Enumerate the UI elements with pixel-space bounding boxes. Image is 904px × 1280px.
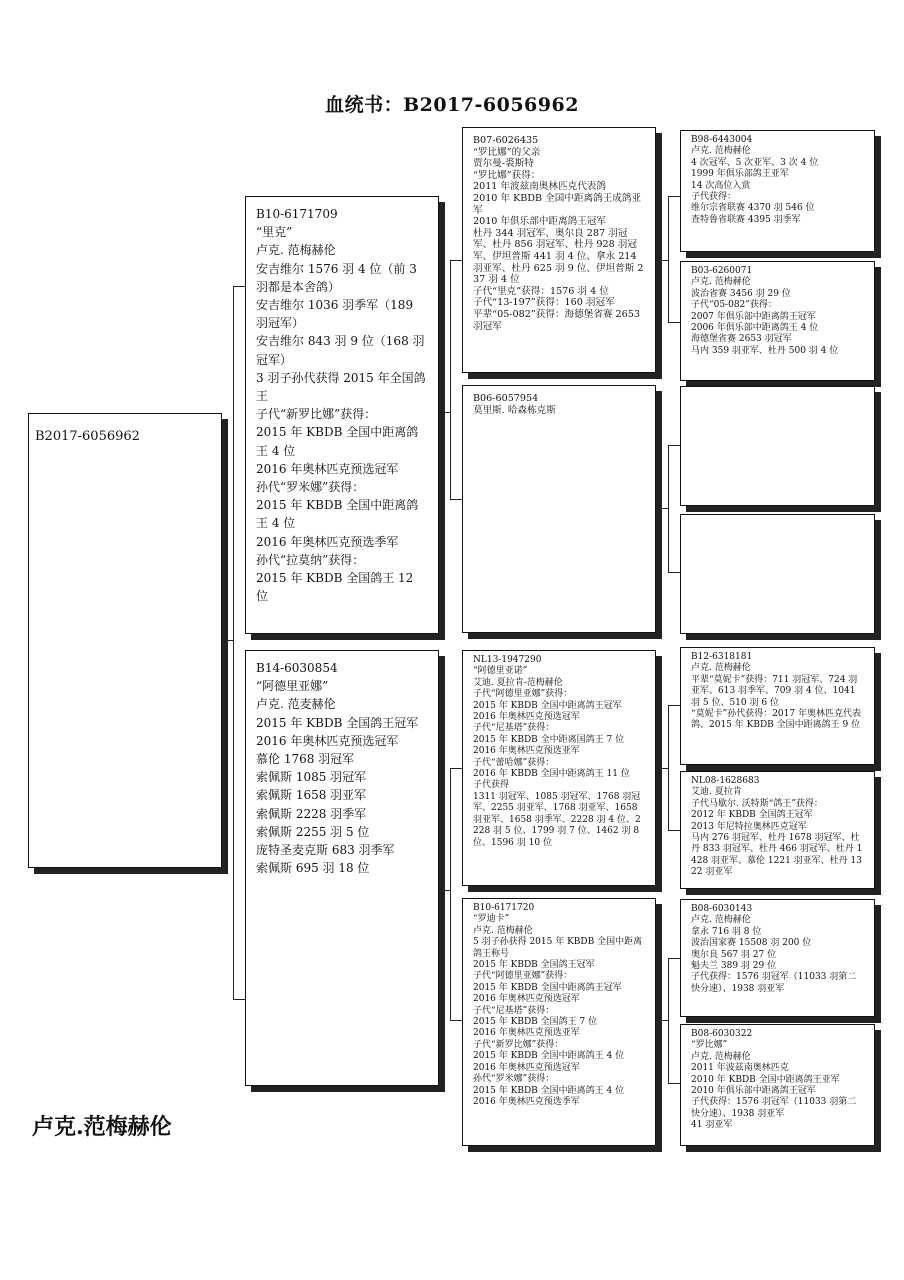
card-line: 2007 年俱乐部中距离鸽王冠军 xyxy=(691,311,816,322)
card-line: “里克” xyxy=(256,225,293,240)
card-line: “罗迪卡” xyxy=(473,914,510,925)
card-line: 波治省赛 3456 羽 29 位 xyxy=(691,288,791,299)
connector xyxy=(656,260,668,261)
card-line: 2015 年 KBDB 全国鸽王冠军 xyxy=(256,715,419,730)
card-line: 2016 年奥林匹克预选冠军 xyxy=(473,712,580,723)
ring-number: B03-6260071 xyxy=(691,266,753,276)
card-line: 卢克. 范梅赫伦 xyxy=(691,277,751,288)
card-line: 2015 年 KBDB 全国鸽王冠军 xyxy=(473,960,595,971)
connector xyxy=(668,196,669,322)
connector xyxy=(668,958,680,959)
card-line: 子代“新罗比娜”获得： xyxy=(256,407,377,422)
card-line: 2016 年奥林匹克预选季军 xyxy=(473,1096,580,1107)
card-line: 索佩斯 1085 羽冠军 xyxy=(256,770,367,785)
connector xyxy=(656,1020,668,1021)
card-line: 3 羽子孙代获得 2015 年全国鸽王 xyxy=(256,370,426,404)
card-line: 卢克. 范麦赫伦 xyxy=(256,697,336,712)
card-line: 奥尔良 567 羽 27 位 xyxy=(691,949,777,960)
ring-number: B10-6171709 xyxy=(256,207,338,221)
card-line: “罗比娜”的父亲 xyxy=(473,146,541,158)
card-line: 2013 年尼特拉奥林匹克冠军 xyxy=(691,821,807,832)
card-line: 2006 年俱乐部中距离鸽王 4 位 xyxy=(691,323,819,334)
card-line: 查特鲁省联赛 4395 羽季军 xyxy=(691,214,801,225)
card-line: 海德堡省赛 2653 羽冠军 xyxy=(691,334,792,345)
card-line: 4 次冠军、5 次亚军、3 次 4 位 xyxy=(691,157,819,168)
card-line: 14 次高位入赏 xyxy=(691,180,751,191)
ring-number: B10-6171720 xyxy=(473,903,535,913)
card-line: 2015 年 KBDB 全国中距离鸽王 4 位 xyxy=(473,1085,625,1096)
card-line: 卢克. 范梅赫伦 xyxy=(691,915,751,926)
card-line: 子代“尼基塔”获得： xyxy=(473,1005,555,1016)
ring-number: B07-6026435 xyxy=(473,135,539,146)
card-line: 2015 年 KBDB 全国中距离鸽王 4 位 xyxy=(473,1051,625,1062)
sss-card xyxy=(680,130,875,252)
owner-name: 卢克.范梅赫伦 xyxy=(32,1114,172,1140)
card-line: 卢克. 范梅赫伦 xyxy=(691,146,751,157)
card-line: “阿德里亚诺” xyxy=(473,666,528,677)
ring-number: B98-6443004 xyxy=(691,135,753,145)
card-line: 子代“蕾哈娜”获得： xyxy=(473,757,555,768)
card-line: 2015 年 KBDB 全中距离国鸽王 7 位 xyxy=(473,734,625,745)
card-line: 2016 年奥林匹克预选冠军 xyxy=(473,994,580,1005)
card-line: 魁夫兰 389 羽 29 位 xyxy=(691,961,777,972)
connector xyxy=(668,705,669,830)
card-line: 子代“阿德里亚娜”获得： xyxy=(473,971,573,982)
dss-card xyxy=(680,647,875,765)
connector xyxy=(450,1020,462,1021)
card-line: 马内 359 羽亚军、杜丹 500 羽 4 位 xyxy=(691,345,839,356)
dam-dam-card xyxy=(462,898,656,1146)
card-line: 5 羽子孙获得 2015 年 KBDB 全国中距离鸽王称号 xyxy=(473,937,643,959)
card-line: 孙代“罗米娜”获得： xyxy=(256,480,365,495)
connector xyxy=(668,445,669,572)
dam-card xyxy=(245,650,439,1086)
card-line: 平辈“莫妮卡”获得：711 羽冠军、724 羽亚军、613 羽季军、709 羽 4 位、1041 羽 5 位、510 羽 6 位 xyxy=(691,674,858,708)
sire-dam-card xyxy=(462,385,656,633)
connector xyxy=(668,705,680,706)
ring-number: NL08-1628683 xyxy=(691,776,760,786)
card-line: “罗比娜”获得： xyxy=(473,169,541,181)
card-line: 子代“尼基塔”获得： xyxy=(473,723,555,734)
card-line: 慕伦 1768 羽冠军 xyxy=(256,752,355,767)
card-line: 安吉维尔 843 羽 9 位（168 羽冠军） xyxy=(256,334,425,367)
connector xyxy=(439,412,450,413)
card-line: 子代“阿德里亚娜”获得： xyxy=(473,689,573,700)
sire-sire-card xyxy=(462,127,656,373)
connector xyxy=(450,768,462,769)
card-line: 索佩斯 2228 羽季军 xyxy=(256,806,367,821)
card-line: 贾尔曼-裘斯特 xyxy=(473,158,534,170)
card-line: 2016 年奥林匹克预选季军 xyxy=(256,534,399,549)
connector xyxy=(233,286,245,287)
ring-number: B2017-6056962 xyxy=(35,429,140,444)
card-line: 杜丹 344 羽冠军、奥尔良 287 羽冠军、杜丹 856 羽冠军、杜丹 928 羽冠军、伊坦普斯 441 羽 4 位、拿永 214 羽亚军、杜丹 625 羽 9 位、伊坦普斯 237 羽 4 位 xyxy=(473,227,644,286)
card-line: 1311 羽冠军、1085 羽冠军、1768 羽冠军、2255 羽亚军、1768 羽亚军、1658 羽亚军、1658 羽季军、2228 羽 4 位、2228 羽 5 位、1799 羽 7 位、1462 羽 8 位、1596 羽 10 位 xyxy=(473,791,641,848)
card-line: 孙代“拉莫纳”获得： xyxy=(256,552,365,567)
connector xyxy=(233,286,234,999)
card-line: 2016 年奥林匹克预选冠军 xyxy=(256,733,399,748)
connector xyxy=(450,499,462,500)
dsd-card xyxy=(680,771,875,889)
connector xyxy=(668,830,680,831)
card-line: 2015 年 KBDB 全国鸽王 7 位 xyxy=(473,1017,598,1028)
card-line: 2016 年 KBDB 全国中距离鸽王 11 位 xyxy=(473,769,630,780)
connector xyxy=(668,445,680,446)
card-line: 41 羽亚军 xyxy=(691,1120,733,1131)
connector xyxy=(668,322,680,323)
card-line: “罗比娜” xyxy=(691,1040,728,1051)
card-line: 子代“新罗比娜”获得： xyxy=(473,1039,564,1050)
card-line: 2010 年 KBDB 全国中距离鸽王成鸽亚军 xyxy=(473,192,642,216)
card-line: 2010 年俱乐部中距离鸽王冠军 xyxy=(691,1086,816,1097)
card-line: 2016 年奥林匹克预选冠军 xyxy=(256,461,399,476)
connector xyxy=(233,999,245,1000)
card-line: 孙代“罗米娜”获得： xyxy=(473,1074,555,1085)
card-line: 2015 年 KBDB 全国中距离鸽王 4 位 xyxy=(256,425,419,458)
card-line: 马内 276 羽冠军、杜丹 1678 羽冠军、杜丹 833 羽冠军、杜丹 466 羽冠军、杜丹 1428 羽亚军、慕伦 1221 羽亚军、杜丹 1322 羽亚军 xyxy=(691,833,863,878)
ring-number: B12-6318181 xyxy=(691,652,753,662)
card-line: 艾迪. 夏拉肯-范梅赫伦 xyxy=(473,677,563,688)
card-line: “阿德里亚娜” xyxy=(256,679,329,694)
card-line: 子代获得 xyxy=(473,780,510,791)
card-line: 2015 年 KBDB 全国中距离鸽王冠军 xyxy=(473,700,622,711)
card-line: 2016 年奥林匹克预选冠军 xyxy=(473,1062,580,1073)
ssd-card xyxy=(680,261,875,381)
card-line: 子代获得： xyxy=(691,192,737,203)
card-line: 卢克. 范梅赫伦 xyxy=(473,925,533,936)
card-line: 2010 年 KBDB 全国中距离鸽王亚军 xyxy=(691,1074,840,1085)
connector xyxy=(450,768,451,1020)
card-line: 索佩斯 695 羽 18 位 xyxy=(256,861,370,876)
card-line: 子代获得：1576 羽冠军（11033 羽第二快分速）、1938 羽亚军 xyxy=(691,1097,857,1119)
card-line: 1999 年俱乐部鸽王亚军 xyxy=(691,169,789,180)
card-line: 2016 年奥林匹克预选亚军 xyxy=(473,1028,580,1039)
card-line: 波治国家赛 15508 羽 200 位 xyxy=(691,938,812,949)
card-line: 2012 年 KBDB 全国鸽王冠军 xyxy=(691,810,813,821)
card-line: 安吉维尔 1576 羽 4 位（前 3 羽都是本舍鸽） xyxy=(256,261,417,294)
connector xyxy=(668,196,680,197)
page-title: 血统书：B2017-6056962 xyxy=(325,94,579,116)
card-line: 2015 年 KBDB 全国中距离鸽王 4 位 xyxy=(256,498,419,531)
ring-number: B08-6030143 xyxy=(691,904,753,914)
card-line: 安吉维尔 1036 羽季军（189 羽冠军） xyxy=(256,298,414,331)
connector xyxy=(668,1083,680,1084)
card-line: 卢克. 范梅赫伦 xyxy=(691,663,751,674)
ring-number: B08-6030322 xyxy=(691,1029,753,1039)
card-line: 2015 年 KBDB 全国鸽王 12 位 xyxy=(256,571,414,604)
card-line: 索佩斯 1658 羽亚军 xyxy=(256,788,367,803)
card-line: 平辈“05-082”获得：海德堡省赛 2653 羽冠军 xyxy=(473,308,640,332)
card-line: 拿永 716 羽 8 位 xyxy=(691,926,762,937)
card-line: 2016 年奥林匹克预选亚军 xyxy=(473,746,580,757)
card-line: “莫妮卡”孙代获得：2017 年奥林匹克代表鸽、2015 年 KBDB 全国中距离鸽王 9 位 xyxy=(691,709,861,731)
card-line: 子代获得：1576 羽冠军（11033 羽第二快分速）、1938 羽亚军 xyxy=(691,972,857,994)
ring-number: B14-6030854 xyxy=(256,661,338,675)
card-line: 2010 年俱乐部中距离鸽王冠军 xyxy=(473,216,606,228)
connector xyxy=(668,958,669,1083)
connector xyxy=(656,508,668,509)
card-line: 索佩斯 2255 羽 5 位 xyxy=(256,824,370,839)
sds-card xyxy=(680,386,875,506)
card-line: 庞特圣麦克斯 683 羽季军 xyxy=(256,843,395,858)
card-line: 子代马歇尔. 沃特斯“鸽王”获得： xyxy=(691,798,823,809)
connector xyxy=(439,890,450,891)
ddd-card xyxy=(680,1024,875,1146)
connector xyxy=(450,260,451,499)
card-line: 莫里斯. 哈森栋克斯 xyxy=(473,404,556,416)
connector xyxy=(656,768,668,769)
ring-number: B06-6057954 xyxy=(473,393,539,404)
card-line: 2011 年波兹南奥林匹克 xyxy=(691,1063,789,1074)
sdd-card xyxy=(680,514,875,634)
ring-number: NL13-1947290 xyxy=(473,655,542,665)
card-line: 子代“05-082”获得： xyxy=(691,300,777,311)
sire-card xyxy=(245,196,439,634)
card-line: 卢克. 范梅赫伦 xyxy=(256,243,336,258)
connector xyxy=(668,572,680,573)
card-line: 子代“13-197”获得：160 羽冠军 xyxy=(473,297,615,309)
connector xyxy=(450,260,462,261)
dam-sire-card xyxy=(462,650,656,886)
card-line: 艾迪. 夏拉肯 xyxy=(691,787,742,798)
card-line: 2015 年 KBDB 全国中距离鸽王冠军 xyxy=(473,982,622,993)
subject-card xyxy=(28,413,222,868)
card-line: 子代“里克”获得：1576 羽 4 位 xyxy=(473,285,609,297)
dds-card xyxy=(680,899,875,1017)
card-line: 卢克. 范梅赫伦 xyxy=(691,1051,751,1062)
card-line: 2011 年波兹南奥林匹克代表鸽 xyxy=(473,181,606,193)
card-line: 维尔宗省联赛 4370 羽 546 位 xyxy=(691,203,815,214)
